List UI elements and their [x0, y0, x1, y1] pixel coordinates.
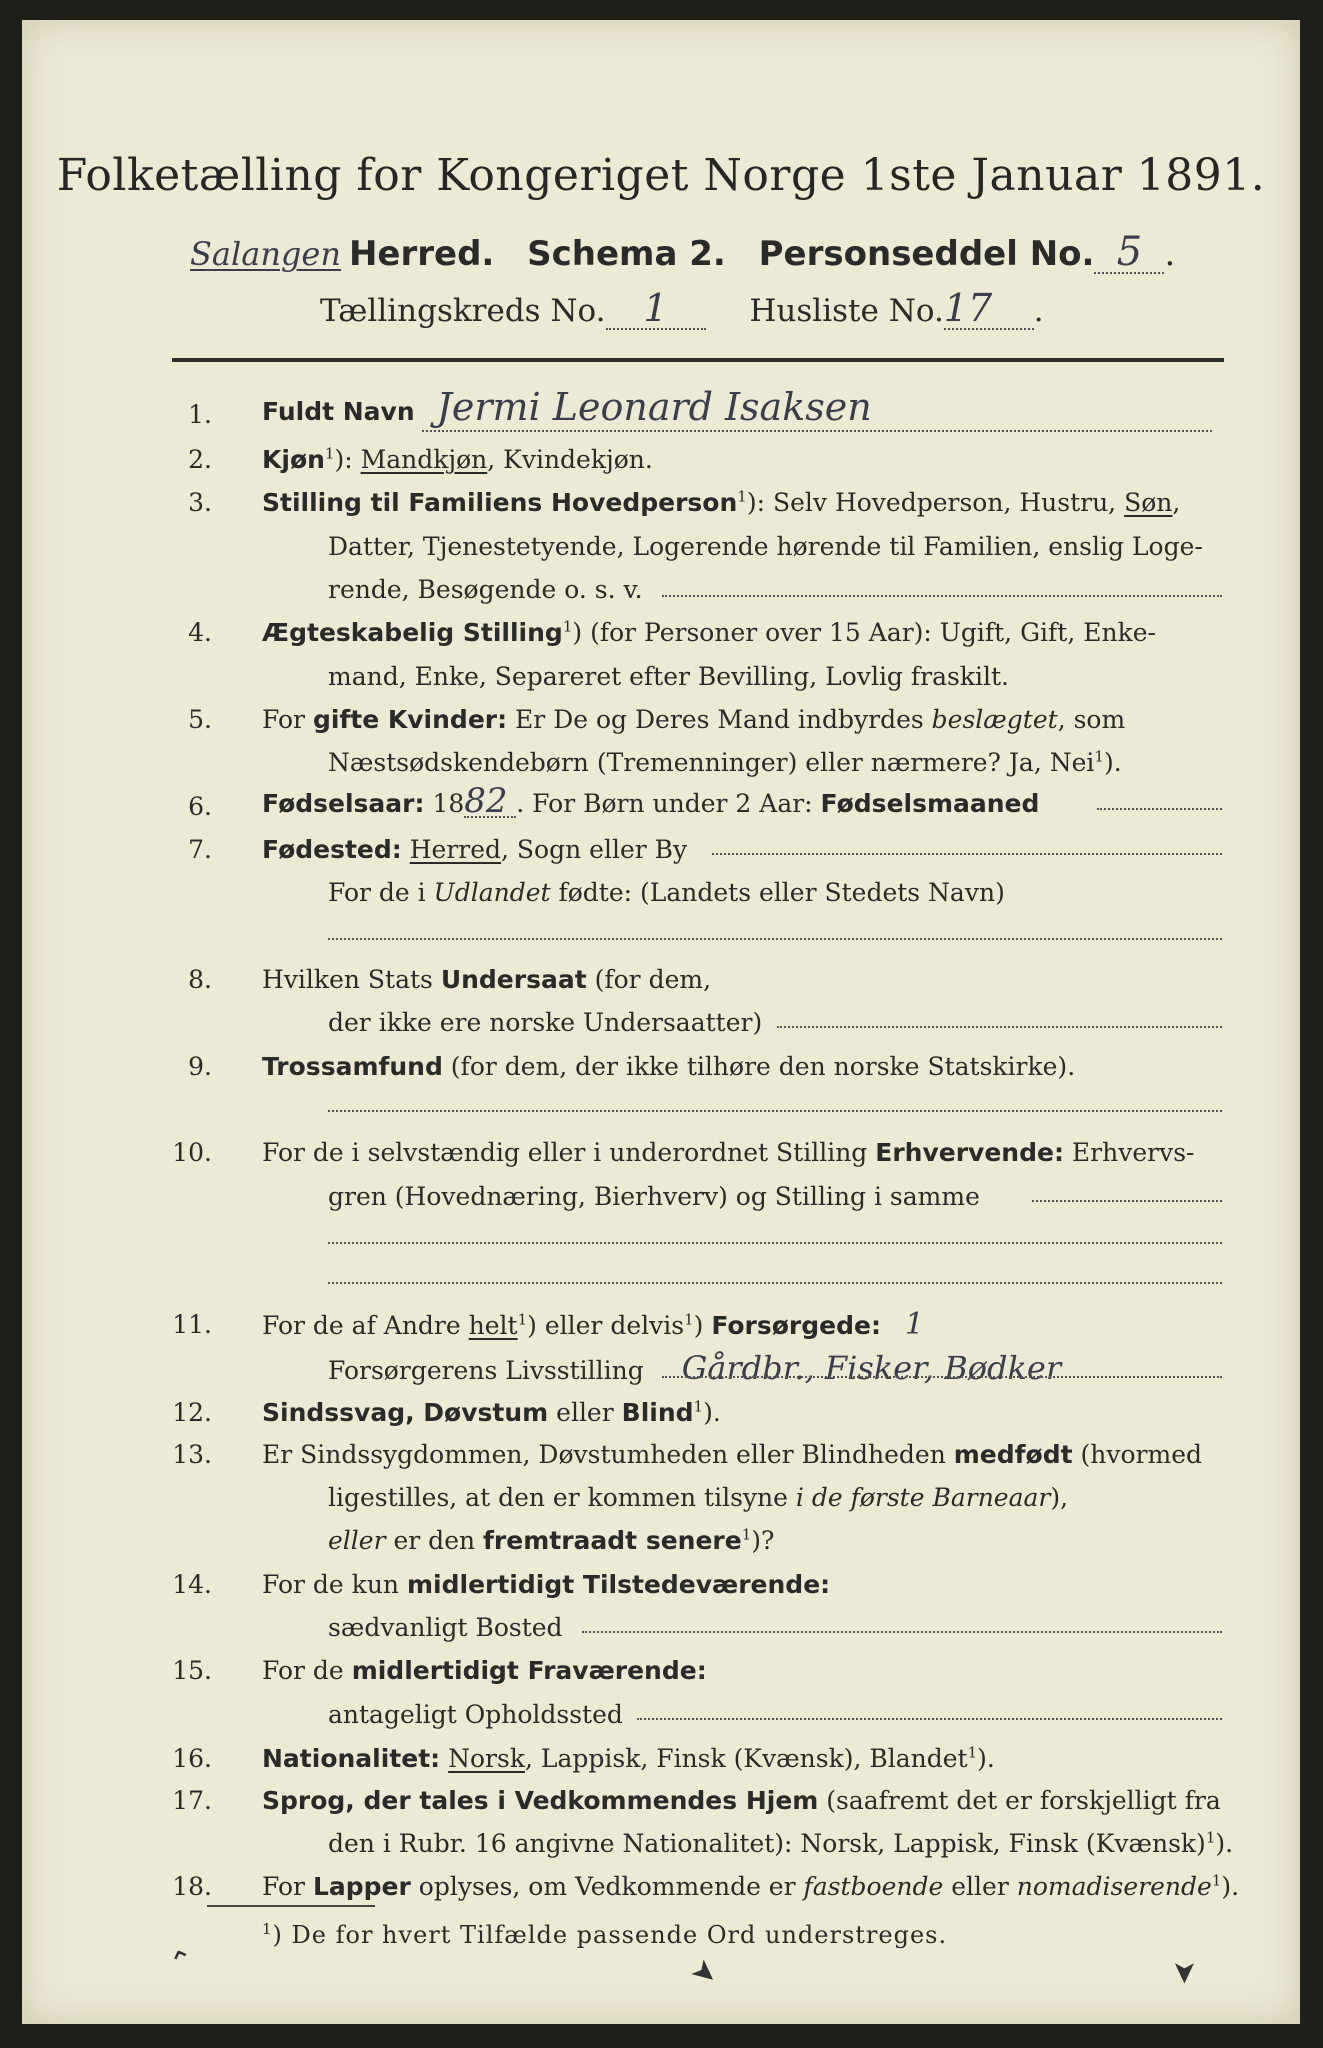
q10-fill-line [1032, 1200, 1222, 1202]
q5-sup: 1 [1094, 747, 1104, 766]
q11-line2 [328, 1349, 1062, 1387]
q2-label: Kjøn [262, 445, 325, 474]
herred-label: Herred. [348, 234, 495, 274]
q10-label: Erhvervende: [875, 1138, 1064, 1167]
q13-line3-b: )? [751, 1526, 775, 1555]
q13-line3-italic: eller [328, 1526, 386, 1555]
q18-text-c: eller [943, 1872, 1017, 1901]
q11-text-b: ) eller delvis [527, 1311, 685, 1340]
q16-text-a [440, 1744, 448, 1773]
q1-row [262, 385, 1212, 429]
q9-fill-line [328, 1110, 1222, 1112]
q2-text-b: , Kvindekjøn. [487, 445, 653, 474]
schema-label: Schema 2. [527, 234, 726, 274]
q18-text-d: ). [1221, 1872, 1240, 1901]
q11-text-c: ) [693, 1311, 712, 1340]
q3-line2: Datter, Tjenestetyende, Logerende hørende til Familien, enslig Loge- [328, 532, 1203, 561]
q5-italic: beslægtet [931, 705, 1058, 734]
q11-livsstilling-value: Gårdbr., Fisker, Bødker [681, 1349, 1062, 1387]
q16-text-b: , Lappisk, Finsk (Kvænsk), Blandet [524, 1744, 968, 1773]
q18-text-a: For [262, 1872, 313, 1901]
q18-text-b: oplyses, om Vedkommende er [410, 1872, 804, 1901]
q5-label: gifte Kvinder: [312, 705, 508, 734]
q8-label: Undersaat [440, 965, 587, 994]
q1-value: Jermi Leonard Isaksen [436, 385, 872, 429]
q9-text-a: (for dem, der ikke tilhøre den norske Statskirke). [442, 1052, 1076, 1081]
q7-line2 [328, 878, 1005, 908]
q11-option-helt: helt [468, 1311, 518, 1340]
q11-text-a: For de af Andre [262, 1311, 469, 1340]
kreds-value: 1 [606, 288, 706, 330]
q7-label: Fødested: [262, 835, 402, 864]
q11-number: 11. [172, 1310, 212, 1339]
q4-label: Ægteskabelig Stilling [262, 618, 563, 647]
q12-label: Sindssvag, Døvstum [262, 1398, 549, 1427]
q15-label: midlertidigt Fraværende: [351, 1656, 707, 1685]
husliste-value: 17 [944, 288, 1034, 330]
q5-text-b: Er De og Deres Mand indbyrdes [507, 705, 932, 734]
q18-italic-1: fastboende [803, 1872, 944, 1901]
q16-number: 16. [172, 1744, 212, 1773]
q3-option-son: Søn [1124, 488, 1173, 517]
q17-label: Sprog, der tales i Vedkommendes Hjem [262, 1786, 819, 1815]
q12-number: 12. [172, 1398, 212, 1427]
q1-fill-line [422, 430, 1212, 432]
q6-label: Fødselsaar: [262, 789, 425, 818]
q17-number: 17. [172, 1786, 212, 1815]
q12-text-b: ). [703, 1398, 721, 1427]
q3-line3: rende, Besøgende o. s. v. [328, 575, 643, 604]
form-content [22, 20, 1300, 2024]
q13-line3 [328, 1526, 774, 1556]
q5-line2 [328, 748, 1122, 778]
kreds-label: Tællingskreds No. [320, 293, 606, 329]
q13-label: medfødt [953, 1440, 1073, 1469]
q11-fill-line [662, 1376, 1222, 1378]
q18-row [262, 1872, 1239, 1902]
q12-sup: 1 [693, 1397, 704, 1416]
q6-fill-line [1097, 808, 1222, 810]
q11-sup-1: 1 [517, 1310, 528, 1329]
q7-line2-italic: Udlandet [433, 878, 551, 907]
q13-number: 13. [172, 1440, 212, 1469]
footnote-sup: 1 [262, 1920, 273, 1938]
q13-line2-italic: i de første Barneaar [795, 1483, 1051, 1512]
q3-text-b: , [1172, 488, 1181, 517]
q1-label: Fuldt Navn [262, 397, 415, 426]
q9-number: 9. [188, 1052, 212, 1081]
q14-row [262, 1570, 830, 1600]
q5-text-a: For [262, 705, 313, 734]
q6-birth-year-value: 82 [464, 786, 516, 818]
q5-text-c: , som [1057, 705, 1126, 734]
q2-sup: 1 [324, 444, 335, 463]
q10-fill-line-2 [328, 1242, 1222, 1244]
q5-row [262, 705, 1125, 735]
q11-forsorgede-value: 1 [904, 1307, 925, 1342]
census-form-sheet [22, 20, 1300, 2024]
q7-line2-a: For de i [328, 878, 434, 907]
q15-row [262, 1656, 707, 1686]
q4-sup: 1 [562, 617, 573, 636]
q14-text-a: For de kun [262, 1570, 407, 1599]
q3-sup: 1 [737, 487, 747, 506]
q16-sup: 1 [967, 1743, 978, 1762]
q18-number: 18. [172, 1872, 212, 1901]
q2-text-a: ): [334, 445, 361, 474]
q6-number: 6. [188, 792, 212, 821]
q14-line2: sædvanligt Bosted [328, 1613, 563, 1642]
q14-label: midlertidigt Tilstedeværende: [406, 1570, 831, 1599]
q10-row [262, 1138, 1194, 1168]
q13-line2-a: ligestilles, at den er kommen tilsyne [328, 1483, 796, 1512]
q18-sup: 1 [1211, 1871, 1222, 1890]
q6-label2: Fødselsmaaned [820, 789, 1040, 818]
q11-row [262, 1307, 925, 1342]
q4-text-a: ) (for Personer over 15 Aar): Ugift, Gift, Enke- [572, 618, 1156, 647]
q13-line2-b: ), [1050, 1483, 1069, 1512]
q7-number: 7. [188, 835, 212, 864]
herred-value: Salangen [190, 235, 341, 273]
q7-fill-line-2 [328, 938, 1222, 940]
kreds-line: Tællingskreds No. 1 Husliste No.17 . [320, 286, 1044, 330]
q15-number: 15. [172, 1656, 212, 1685]
q2-row [262, 445, 653, 475]
q2-option-mandkjon: Mandkjøn [360, 445, 488, 474]
q6-row [262, 781, 1040, 821]
q3-row [262, 488, 1180, 518]
q13-sup: 1 [741, 1525, 752, 1544]
q7-fill-line [712, 853, 1222, 855]
q3-text-a: ): Selv Hovedperson, Hustru, [746, 488, 1125, 517]
q5-line2-text: Næstsødskendebørn (Tremenninger) eller nærmere? Ja, Nei [328, 748, 1095, 777]
q1-number: 1. [188, 400, 212, 429]
personseddel-value: 5 [1094, 232, 1164, 274]
q10-fill-line-3 [328, 1282, 1222, 1284]
q9-label: Trossamfund [262, 1052, 443, 1081]
q18-italic-2: nomadiserende [1016, 1872, 1212, 1901]
q10-text-a: For de i selvstændig eller i underordnet Stilling [262, 1138, 876, 1167]
q4-line2: mand, Enke, Separeret efter Bevilling, Lovlig fraskilt. [328, 662, 1009, 691]
q16-row [262, 1744, 995, 1774]
q11-label: Forsørgede: [711, 1311, 881, 1340]
q16-text-c: ). [977, 1744, 995, 1773]
q12-row [262, 1398, 721, 1428]
q7-text-a: , Sogn eller By [501, 835, 688, 864]
header-rule [172, 358, 1224, 362]
form-title: Folketælling for Kongeriget Norge 1ste Januar 1891. [56, 150, 1266, 201]
q8-text-b: (for dem, [586, 965, 712, 994]
pencil-mark-center-icon: ➤ [683, 1951, 726, 1994]
q8-number: 8. [188, 965, 212, 994]
q7-line2-b: fødte: (Landets eller Stedets Navn) [550, 878, 1005, 907]
herred-line: Salangen Herred. Schema 2. Personseddel No. 5 . [190, 229, 1176, 275]
q15-text-a: For de [262, 1656, 352, 1685]
q13-text-b: (hvormed [1072, 1440, 1202, 1469]
q8-row [262, 965, 711, 995]
q14-number: 14. [172, 1570, 212, 1599]
q13-line3-a: er den [385, 1526, 484, 1555]
q17-line2 [328, 1829, 1233, 1859]
q3-number: 3. [188, 488, 212, 517]
q6-text-a: . For Børn under 2 Aar: [516, 789, 821, 818]
husliste-label: Husliste No. [749, 293, 944, 329]
q7-row [262, 835, 687, 865]
q11-sup-2: 1 [684, 1310, 694, 1329]
q17-sup: 1 [1205, 1828, 1216, 1847]
q4-row [262, 618, 1156, 648]
q16-label: Nationalitet: [262, 1744, 441, 1773]
q12-label2: Blind [621, 1398, 694, 1427]
footnote-text: ) De for hvert Tilfælde passende Ord understreges. [272, 1921, 948, 1949]
q10-number: 10. [172, 1138, 212, 1167]
q17-line2-text: den i Rubr. 16 angivne Nationalitet): Norsk, Lappisk, Finsk (Kvænsk) [328, 1829, 1206, 1858]
q12-text-a: eller [548, 1398, 622, 1427]
q4-number: 4. [188, 618, 212, 647]
q13-line3-label: fremtraadt senere [483, 1526, 742, 1555]
q15-fill-line [637, 1718, 1222, 1720]
q18-label: Lapper [312, 1872, 411, 1901]
q13-row [262, 1440, 1202, 1470]
q5-number: 5. [188, 705, 212, 734]
q13-text-a: Er Sindssygdommen, Døvstumheden eller Blindheden [262, 1440, 954, 1469]
q15-line2: antageligt Opholdssted [328, 1700, 623, 1729]
q13-line2 [328, 1483, 1068, 1513]
q10-line2: gren (Hovednæring, Bierhverv) og Stilling i samme [328, 1182, 980, 1211]
q3-fill-line [662, 595, 1222, 597]
q17-line2-end: ). [1215, 1829, 1234, 1858]
q9-row [262, 1052, 1075, 1082]
q3-label: Stilling til Familiens Hovedperson [262, 488, 738, 517]
pencil-mark-right-icon: ➤ [1167, 1959, 1203, 1986]
q5-line2-end: ). [1103, 748, 1122, 777]
q8-fill-line [777, 1026, 1222, 1028]
q11-line2-text: Forsørgerens Livsstilling [328, 1356, 644, 1385]
q14-fill-line [582, 1631, 1222, 1633]
footnote-rule [207, 1905, 375, 1907]
q2-number: 2. [188, 445, 212, 474]
q17-row [262, 1786, 1221, 1816]
pencil-mark-left-icon: ⌃ [164, 1941, 201, 1984]
q10-text-b: Erhvervs- [1063, 1138, 1195, 1167]
personseddel-label: Personseddel No. [758, 234, 1095, 274]
q17-text-a: (saafremt det er forskjelligt fra [818, 1786, 1221, 1815]
q6-prefix: 18 [424, 789, 465, 818]
q7-option-herred: Herred [409, 835, 502, 864]
footnote [262, 1920, 947, 1950]
q8-text-a: Hvilken Stats [262, 965, 441, 994]
q8-line2: der ikke ere norske Undersaatter) [328, 1008, 763, 1037]
q16-option-norsk: Norsk [448, 1744, 525, 1773]
